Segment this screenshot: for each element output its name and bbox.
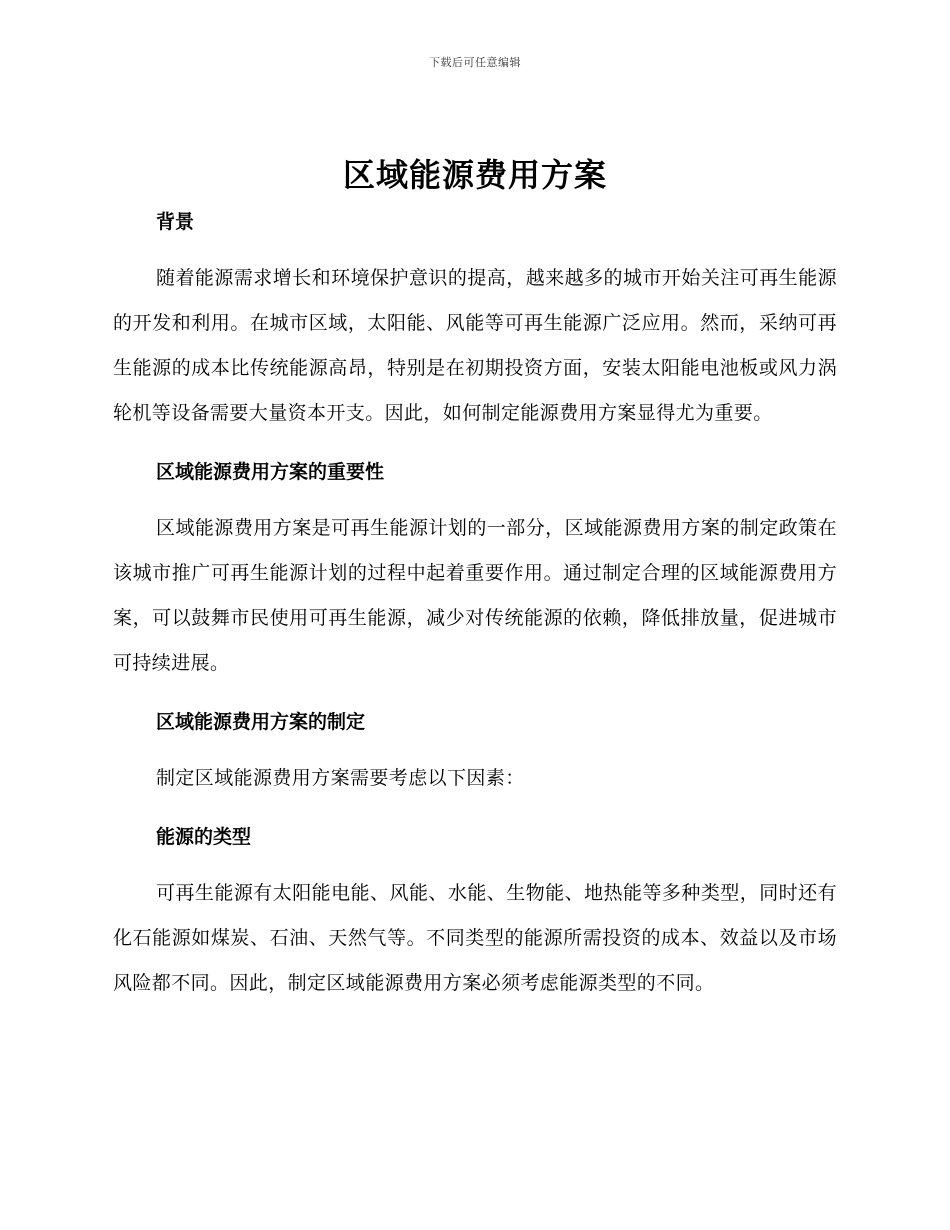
- document-body: [113, 200, 837, 1006]
- section-formulation: [113, 700, 837, 801]
- section-heading-importance: 区域能源费用方案的重要性: [156, 461, 385, 483]
- section-heading-background: 背景: [156, 211, 195, 233]
- section-heading-energy-types: 能源的类型: [156, 826, 252, 848]
- paragraph-formulation: 制定区域能源费用方案需要考虑以下因素：: [156, 767, 525, 789]
- document-title: 区域能源费用方案: [342, 156, 607, 194]
- paragraph-background: 随着能源需求增长和环境保护意识的提高，越来越多的城市开始关注可再生能源的开发和利用。在城市区域，太阳能、风能等可再生能源广泛应用。然而，采纳可再生能源的成本比传统能源高昂，特别是在初期投资方面，安装太阳能电池板或风力涡轮机等设备需要大量资本开支。因此，如何制定能源费用方案显得尤为重要。: [113, 267, 837, 424]
- paragraph-importance: 区域能源费用方案是可再生能源计划的一部分，区域能源费用方案的制定政策在该城市推广可再生能源计划的过程中起着重要作用。通过制定合理的区域能源费用方案，可以鼓舞市民使用可再生能源，减少对传统能源的依赖，降低排放量，促进城市可持续进展。: [113, 517, 837, 674]
- section-energy-types: [113, 815, 837, 1006]
- section-heading-formulation: 区域能源费用方案的制定: [156, 711, 366, 733]
- paragraph-energy-types: 可再生能源有太阳能电能、风能、水能、生物能、地热能等多种类型，同时还有化石能源如煤炭、石油、天然气等。不同类型的能源所需投资的成本、效益以及市场风险都不同。因此，制定区域能源费用方案必须考虑能源类型的不同。: [113, 882, 837, 994]
- section-importance: [113, 450, 837, 686]
- page-header-note: 下载后可任意编辑: [429, 56, 521, 69]
- section-background: [113, 200, 837, 436]
